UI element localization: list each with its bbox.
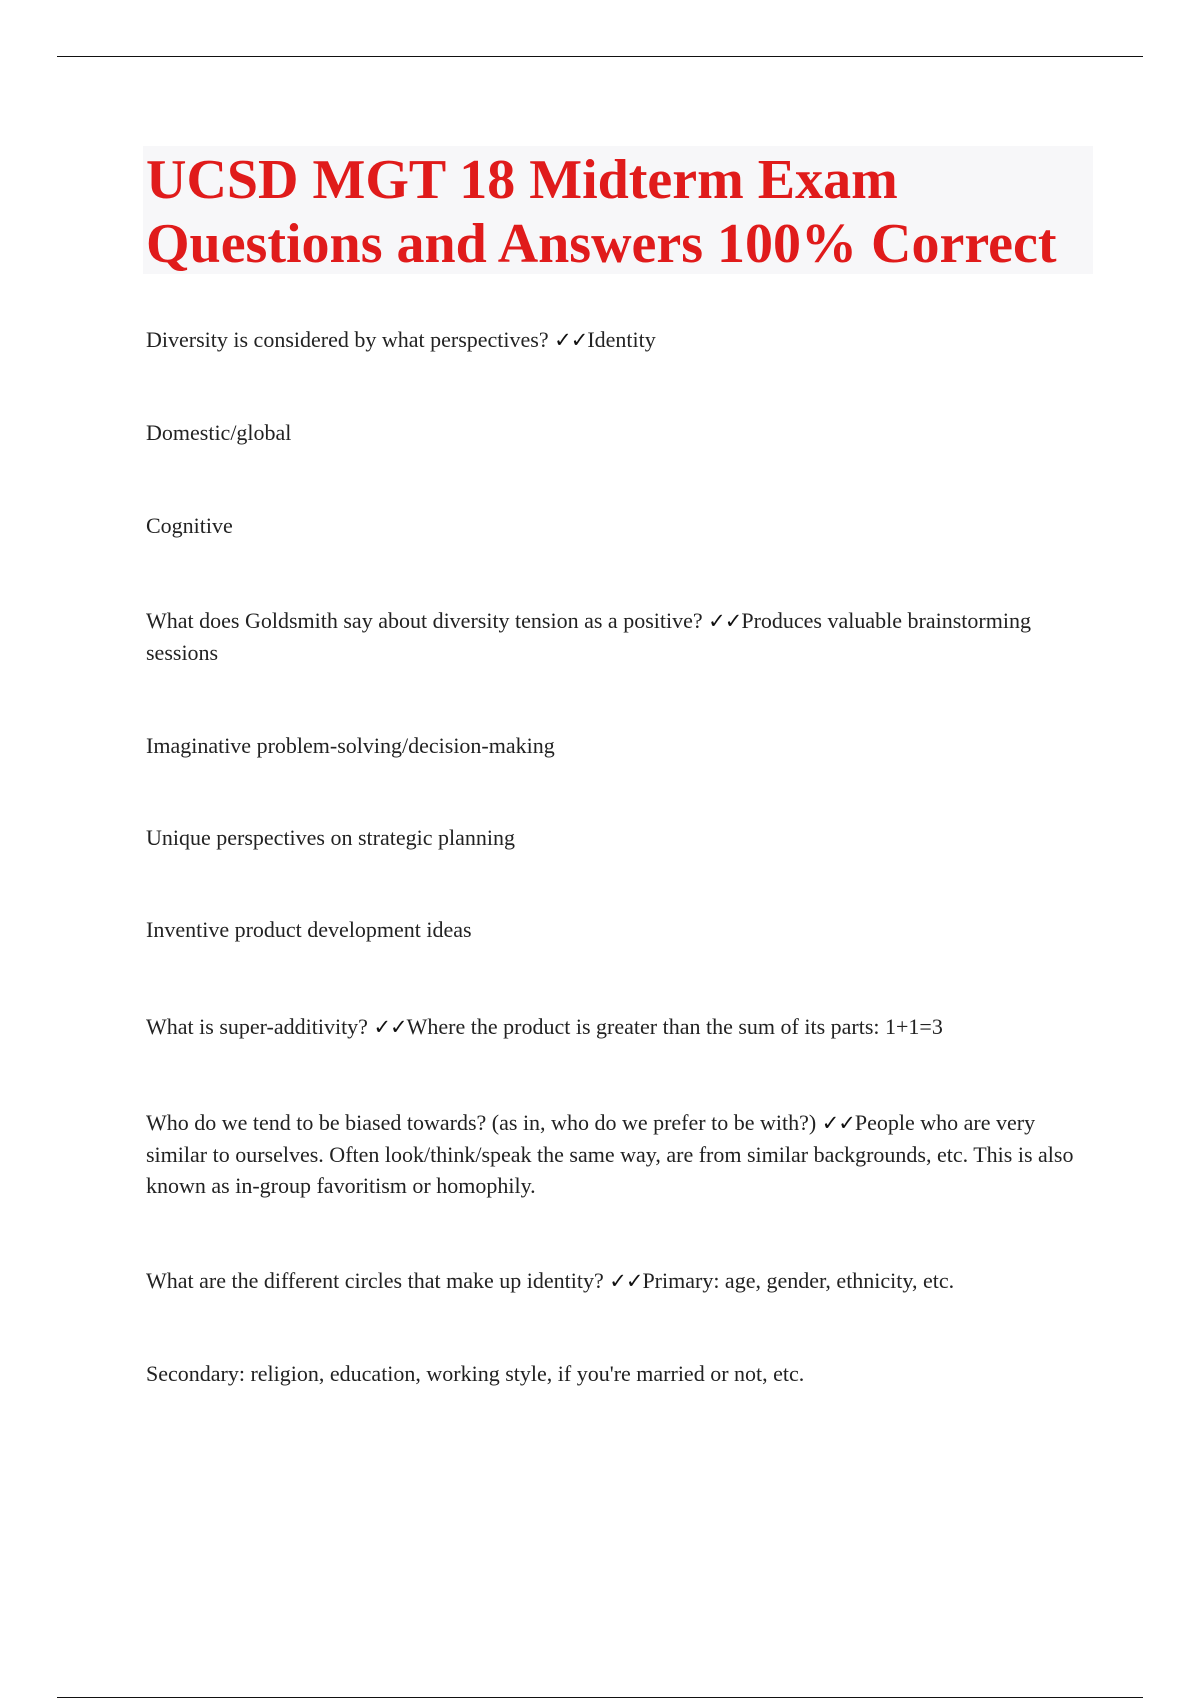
- double-check-icon: ✓✓: [708, 609, 742, 633]
- answer-text: Where the product is greater than the sum of its parts: 1+1=3: [406, 1014, 943, 1039]
- question-text: What is super-additivity?: [146, 1014, 368, 1039]
- question-text: What does Goldsmith say about diversity tension as a positive?: [146, 608, 703, 633]
- answer-continuation: Domestic/global: [146, 420, 292, 445]
- answer-text: People who are very similar to ourselves. Often look/think/speak the same way, are from similar backgrounds, etc. This is also known as in-group favoritism or homophily.: [146, 1110, 1074, 1198]
- qa-item: [146, 1011, 1086, 1043]
- question-text: Diversity is considered by what perspectives?: [146, 327, 549, 352]
- answer-text: Identity: [587, 327, 656, 352]
- double-check-icon: ✓✓: [554, 328, 588, 352]
- answer-continuation: Unique perspectives on strategic planning: [146, 825, 516, 850]
- answer-text: Primary: age, gender, ethnicity, etc.: [642, 1268, 955, 1293]
- question-text: Who do we tend to be biased towards? (as in, who do we prefer to be with?): [146, 1110, 817, 1135]
- document-title-line-1: UCSD MGT 18 Midterm Exam: [146, 149, 898, 211]
- answer-continuation: Cognitive: [146, 513, 233, 538]
- answer-text: Produces valuable brainstorming sessions: [146, 608, 1031, 665]
- answer-continuation: Inventive product development ideas: [146, 917, 472, 942]
- qa-item: [146, 1265, 1086, 1297]
- double-check-icon: ✓✓: [821, 1111, 855, 1135]
- qa-item: [146, 605, 1086, 668]
- qa-item: [146, 1107, 1086, 1201]
- bottom-rule: [57, 1697, 1143, 1698]
- top-rule: [57, 56, 1143, 57]
- document-title-line-2: Questions and Answers 100% Correct: [146, 213, 1057, 275]
- answer-continuation: Imaginative problem-solving/decision-making: [146, 733, 555, 758]
- qa-item: [146, 324, 1086, 356]
- double-check-icon: ✓✓: [373, 1015, 407, 1039]
- answer-continuation: Secondary: religion, education, working style, if you're married or not, etc.: [146, 1361, 805, 1386]
- question-text: What are the different circles that make up identity?: [146, 1268, 604, 1293]
- double-check-icon: ✓✓: [609, 1269, 643, 1293]
